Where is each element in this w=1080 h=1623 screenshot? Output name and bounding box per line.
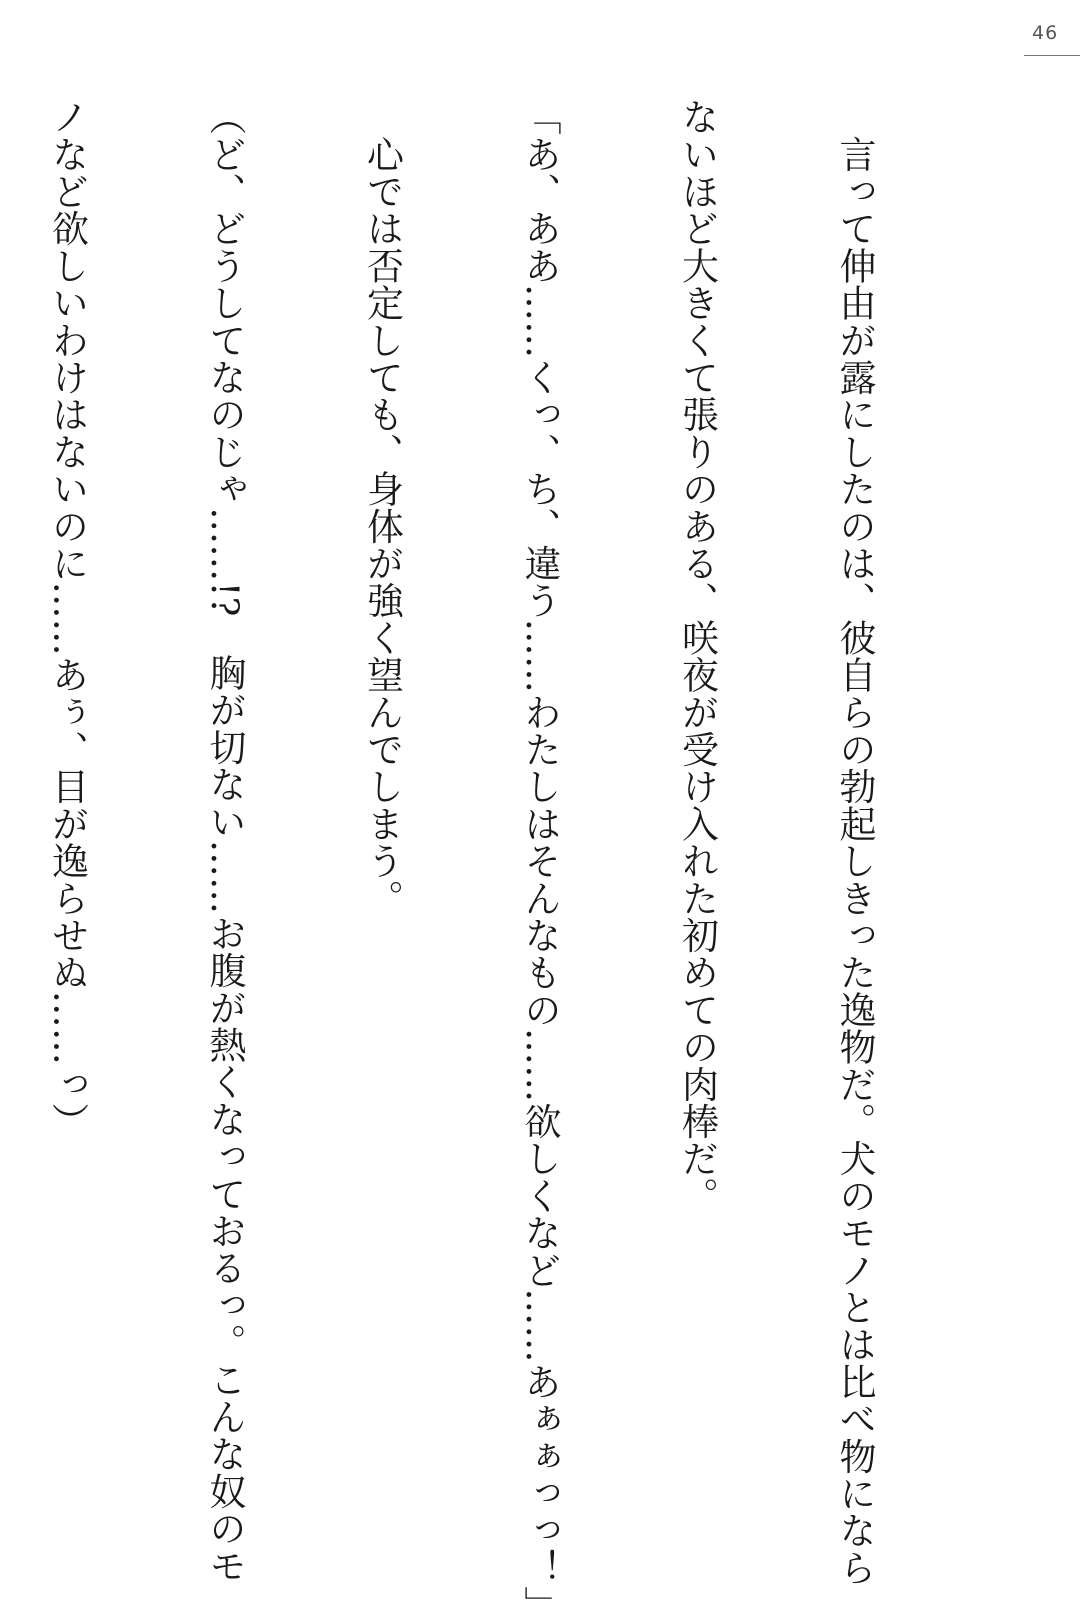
text-line: 心では否定しても、身体が強く望んでしまう。	[360, 98, 404, 917]
text-line: ないほど大きくて張りのある、咲夜が受け入れた初めての肉棒だ。	[675, 98, 719, 1214]
text-line: 言って伸由が露にしたのは、彼自らの勃起しきった逸物だ。犬のモノとは比べ物になら	[833, 98, 876, 1586]
page-number-rule	[1024, 55, 1080, 56]
page-number: 46	[1032, 22, 1059, 44]
body-text	[45, 98, 985, 1623]
text-line: ノなど欲しいわけはないのに……あぅ、目が逸らせぬ……っ）	[45, 98, 89, 1140]
text-line: 「あ、ああ……くっ、ち、違う……わたしはそんなもの……欲しくなど……あぁぁっっ！」	[518, 98, 561, 1623]
text-line: （ど、どうしてなのじゃ……!? 胸が切ない……お腹が熱くなっておるっ。こんな奴のモ	[203, 98, 246, 1584]
